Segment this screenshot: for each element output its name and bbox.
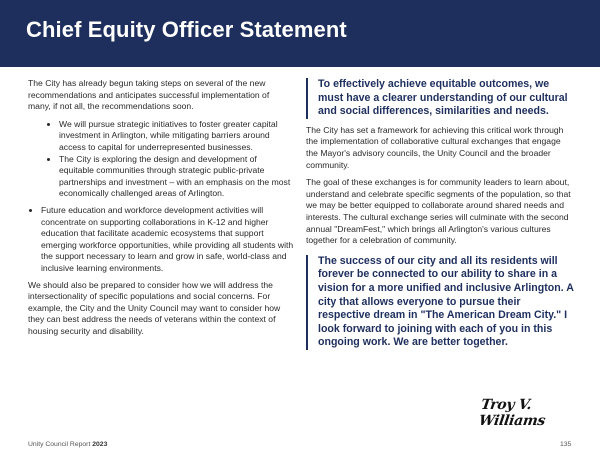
intro-paragraph: The City has already begun taking steps on several of the new recommendations and anticipates successful implementation of many, if not all, the recommendations soon.	[28, 78, 270, 112]
footer-year: 2023	[92, 441, 108, 448]
list-item: • Future education and workforce development activities will concentrate on supporting collaborations in K-12 and higher education that facilitate academic ecosystems that support emerging workforce opportunities, while providing all students with the support necessary to learn and grow in safe, world-class and inclusive learning environments.	[41, 205, 294, 275]
body-paragraph: The City has set a framework for achieving this critical work through the implementation of collaborative cultural exchanges that engage the Mayor's advisory councils, the Unity Council and the broader community.	[306, 124, 564, 170]
closing-paragraph: We should also be prepared to consider how we will address the intersectionality of specific populations and social concerns. For example, the City and the Unity Council may want to consider how they can best address the needs of veterans within the context of housing security and disability.	[28, 279, 281, 336]
list-item: • We will pursue strategic initiatives to foster greater capital investment in Arlington, while mitigating barriers around access to capital for underrepresented businesses.	[59, 119, 294, 154]
sub-bullet-list	[28, 119, 294, 200]
footer-report-label	[28, 441, 107, 448]
list-item: • The City is exploring the design and development of equitable communities through strategic public-private partnerships and investment – with an emphasis on the most economically challenged areas of Arlington.	[59, 154, 294, 200]
body-paragraph: The goal of these exchanges is for community leaders to learn about, understand and celebrate specific segments of the population, so that we may be better equipped to collaborate around shared needs and interests. The cultural exchange series will culminate with the second annual "DreamFest," which brings all Arlington's various cultures together for a celebration of community.	[306, 177, 571, 246]
left-column	[28, 78, 294, 343]
pull-quote: To effectively achieve equitable outcomes, we must have a clearer understanding of our cultural and social differences, similarities and needs.	[306, 78, 574, 119]
right-column	[306, 78, 574, 356]
bullet-list	[28, 205, 294, 275]
page-number: 135	[560, 441, 572, 448]
footer-report-name: Unity Council Report	[28, 441, 91, 448]
page-title: Chief Equity Officer Statement	[26, 17, 347, 42]
signature: Troy V. Williams	[477, 397, 547, 429]
closing-quote: The success of our city and all its residents will forever be connected to our ability to share in a vision for a more unified and inclusive Arlington. A city that allows everyone to pursue their respective dream in "The American Dream City." I look forward to joining with each of you in this ongoing work. We are better together.	[306, 255, 574, 350]
page-header	[0, 0, 600, 67]
